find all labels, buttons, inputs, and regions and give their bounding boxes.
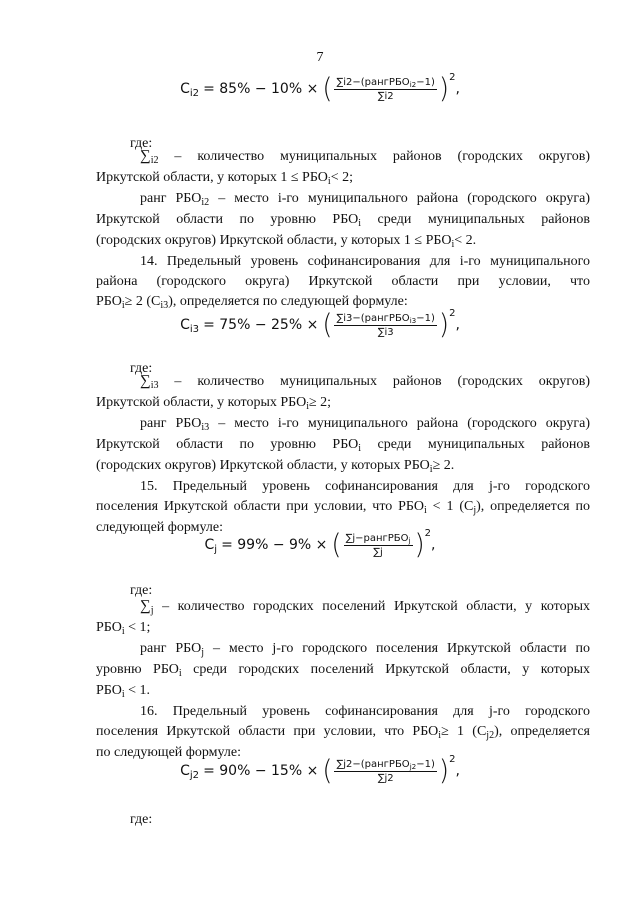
item-15-l2: поселения Иркутской области при условии, что $РБО_i < 1$ $(C_j)$, определяется по (96, 499, 590, 517)
formula-ci3 (0, 307, 640, 341)
formula-exponent: 2 (449, 753, 456, 765)
def-rank-j: ранг $РБО_j$ – место j-го городского поселения Иркутской области по (140, 641, 590, 659)
def-rank-i3-l3: (городских округов) Иркутской области, у которых $РБО_i\ge 2$. (96, 458, 455, 476)
def-rank-i2-l2: Иркутской области по уровню $РБО_i$ среди муниципальных районов (96, 212, 590, 230)
def-sum-j: $\sum_j$ – количество городских поселений Иркутской области, у которых (140, 598, 590, 617)
item-14: 14. Предельный уровень софинансирования для i-го муниципального (140, 254, 590, 269)
definitions-i3 (96, 371, 590, 538)
def-rank-i2: ранг $РБО_{i2}$ – место i-го муниципального района (городского округа) (140, 191, 590, 209)
def-sum-j-cont: $РБО_i < 1$; (96, 620, 151, 638)
formula-exponent: 2 (424, 527, 432, 539)
def-sum-i3-cont: Иркутской области, у которых $РБО_i\ge 2$; (96, 395, 332, 413)
formula-exponent: 2 (449, 71, 456, 83)
def-rank-i2-l3: (городских округов) Иркутской области, у которых $1 \le РБО_i< 2$. (96, 233, 477, 251)
item-15: 15. Предельный уровень софинансирования для j-го городского (140, 479, 590, 494)
where-label: где: (130, 583, 153, 598)
def-sum-i3: $\sum_{i3}$ – количество муниципальных районов (городских округов) (140, 373, 590, 392)
def-sum-i2-cont: Иркутской области, у которых $1 \le РБО_i< 2$; (96, 170, 353, 188)
item-14-l2: района (городского округа) Иркутской области при условии, что (96, 274, 590, 289)
where-label-last: где: (130, 812, 153, 827)
formula-var: $C_{i2}$ (180, 81, 200, 100)
item-15-l3: следующей формуле: (96, 520, 223, 535)
def-rank-j-l2: уровню $РБО_i$ среди городских поселений Иркутской области, у которых (96, 662, 590, 680)
item-16: 16. Предельный уровень софинансирования для j-го городского (140, 704, 590, 719)
page-number: 7 (316, 50, 324, 65)
def-rank-j-l3: $РБО_i < 1$. (96, 683, 151, 701)
left-paren: ( (322, 73, 333, 105)
left-paren: ( (322, 309, 333, 341)
left-paren: ( (331, 529, 342, 561)
formula-ci2 (0, 71, 640, 105)
formula-fraction: $\frac{\sum j-рангРБО_j}{\sum j}$ (345, 532, 411, 558)
formula-var: $C_{j2}$ (180, 763, 200, 782)
right-paren: ) (438, 73, 450, 105)
formula-end: , (431, 537, 436, 553)
formula-rhs: = 85% − 10% × (203, 81, 319, 97)
right-paren: ) (438, 755, 450, 787)
def-rank-i3: ранг $РБО_{i3}$ – место i-го муниципального района (городского округа) (140, 416, 590, 434)
definitions-i2 (96, 146, 590, 313)
formula-fraction: $\frac{\sum i2-(рангРБО_{i2}-1)}{\sum i2}$ (336, 76, 435, 102)
item-16-l2: поселения Иркутской области при условии, что $РБО_i\ge 1$ $(C_{j2})$, определяется (96, 724, 590, 742)
item-16-l3: по следующей формуле: (96, 745, 241, 760)
def-sum-i2: $\sum_{i2}$ – количество муниципальных районов (городских округов) (140, 148, 590, 167)
right-paren: ) (438, 309, 450, 341)
right-paren: ) (414, 529, 425, 561)
formula-fraction: $\frac{\sum i3-(рангРБО_{i3}-1)}{\sum i3}$ (336, 312, 435, 338)
formula-rhs: = 99% − 9% × (221, 537, 328, 553)
left-paren: ( (322, 755, 333, 787)
definitions-j (96, 596, 590, 763)
formula-end: , (455, 81, 460, 97)
where-label: где: (130, 361, 153, 376)
def-rank-i3-l2: Иркутской области по уровню $РБО_i$ среди муниципальных районов (96, 437, 590, 455)
formula-exponent: 2 (449, 307, 456, 319)
formula-var: $C_{i3}$ (180, 317, 200, 336)
formula-fraction: $\frac{\sum j2-(рангРБО_{j2}-1)}{\sum j2}$ (336, 758, 435, 784)
formula-cj2 (0, 753, 640, 787)
formula-rhs: = 90% − 15% × (203, 763, 319, 779)
where-label: где: (130, 136, 153, 151)
formula-end: , (455, 317, 460, 333)
formula-end: , (455, 763, 460, 779)
formula-rhs: = 75% − 25% × (203, 317, 319, 333)
formula-var: $C_j$ (204, 537, 218, 556)
item-14-l3: $РБО_i\ge 2$ $(C_{i3})$, определяется по следующей формуле: (96, 294, 408, 312)
